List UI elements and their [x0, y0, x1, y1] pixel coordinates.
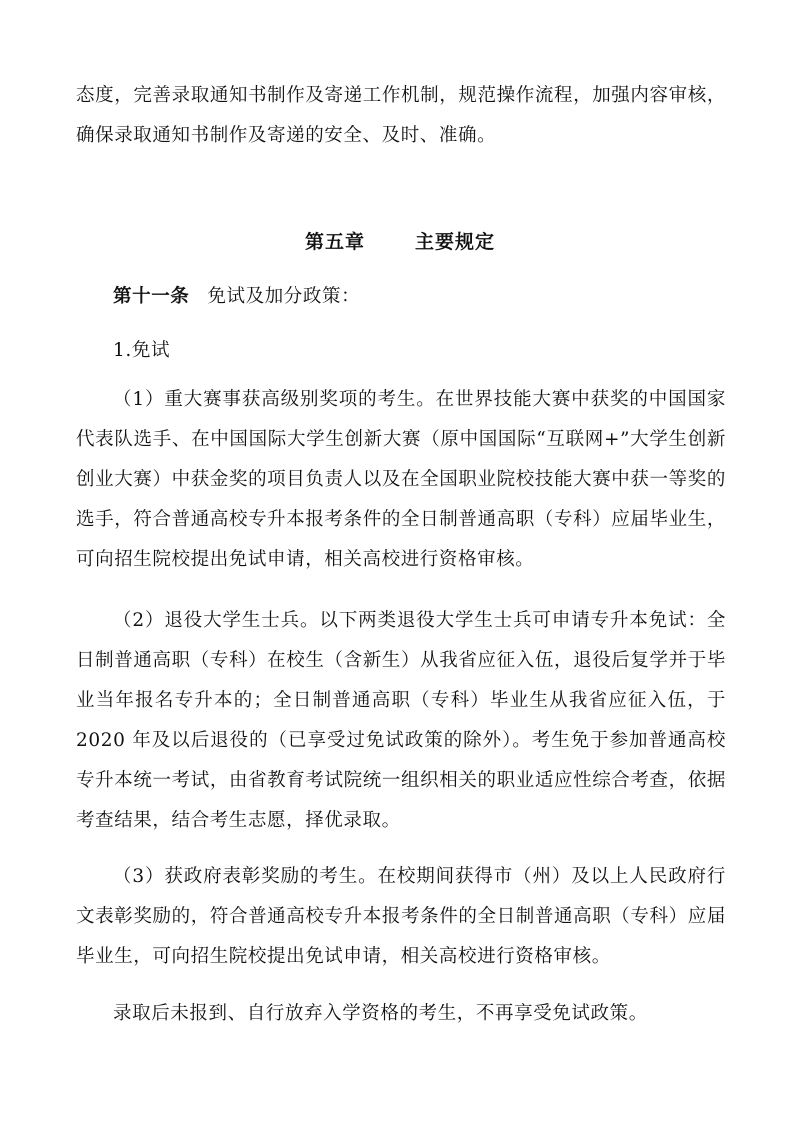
article-title: 免试及加分政策：	[207, 286, 361, 307]
paragraph-forfeit-note: 录取后未报到、自行放弃入学资格的考生，不再享受免试政策。	[113, 1003, 648, 1024]
article-number: 第十一条	[113, 286, 190, 307]
continuation-paragraph: 态度，完善录取通知书制作及寄递工作机制，规范操作流程，加强内容审核，确保录取通知书制作及寄递的安全、及时、准确。	[76, 85, 726, 146]
chapter-heading	[0, 226, 800, 258]
paragraph-government-awards: （3）获政府表彰奖励的考生。在校期间获得市（州）及以上人民政府行文表彰奖励的，符合普通高校专升本报考条件的全日制普通高职（专科）应届毕业生，可向招生院校提出免试申请，相关高校进行资格审核。	[76, 866, 726, 967]
chapter-number: 第五章	[304, 231, 365, 253]
article-heading	[113, 281, 360, 313]
section-subheading: 1.免试	[113, 340, 171, 361]
paragraph-retired-soldiers: （2）退役大学生士兵。以下两类退役大学生士兵可申请专升本免试：全日制普通高职（专科）在校生（含新生）从我省应征入伍，退役后复学并于毕业当年报名专升本的；全日制普通高职（专科）毕业生从我省应征入伍，于 2020 年及以后退役的（已享受过免试政策的除外）。考生免于参加普通高校专升本统一考试，由省教育考试院统一组织相关的职业适应性综合考查，依据考查结果，结合考生志愿，择优录取。	[76, 610, 726, 831]
paragraph-major-competitions: （1）重大赛事获高级别奖项的考生。在世界技能大赛中获奖的中国国家代表队选手、在中国国际大学生创新大赛（原中国国际“互联网+”大学生创新创业大赛）中获金奖的项目负责人以及在全国职业院校技能大赛中获一等奖的选手，符合普通高校专升本报考条件的全日制普通高职（专科）应届毕业生，可向招生院校提出免试申请，相关高校进行资格审核。	[76, 389, 726, 570]
chapter-title: 主要规定	[415, 231, 496, 253]
